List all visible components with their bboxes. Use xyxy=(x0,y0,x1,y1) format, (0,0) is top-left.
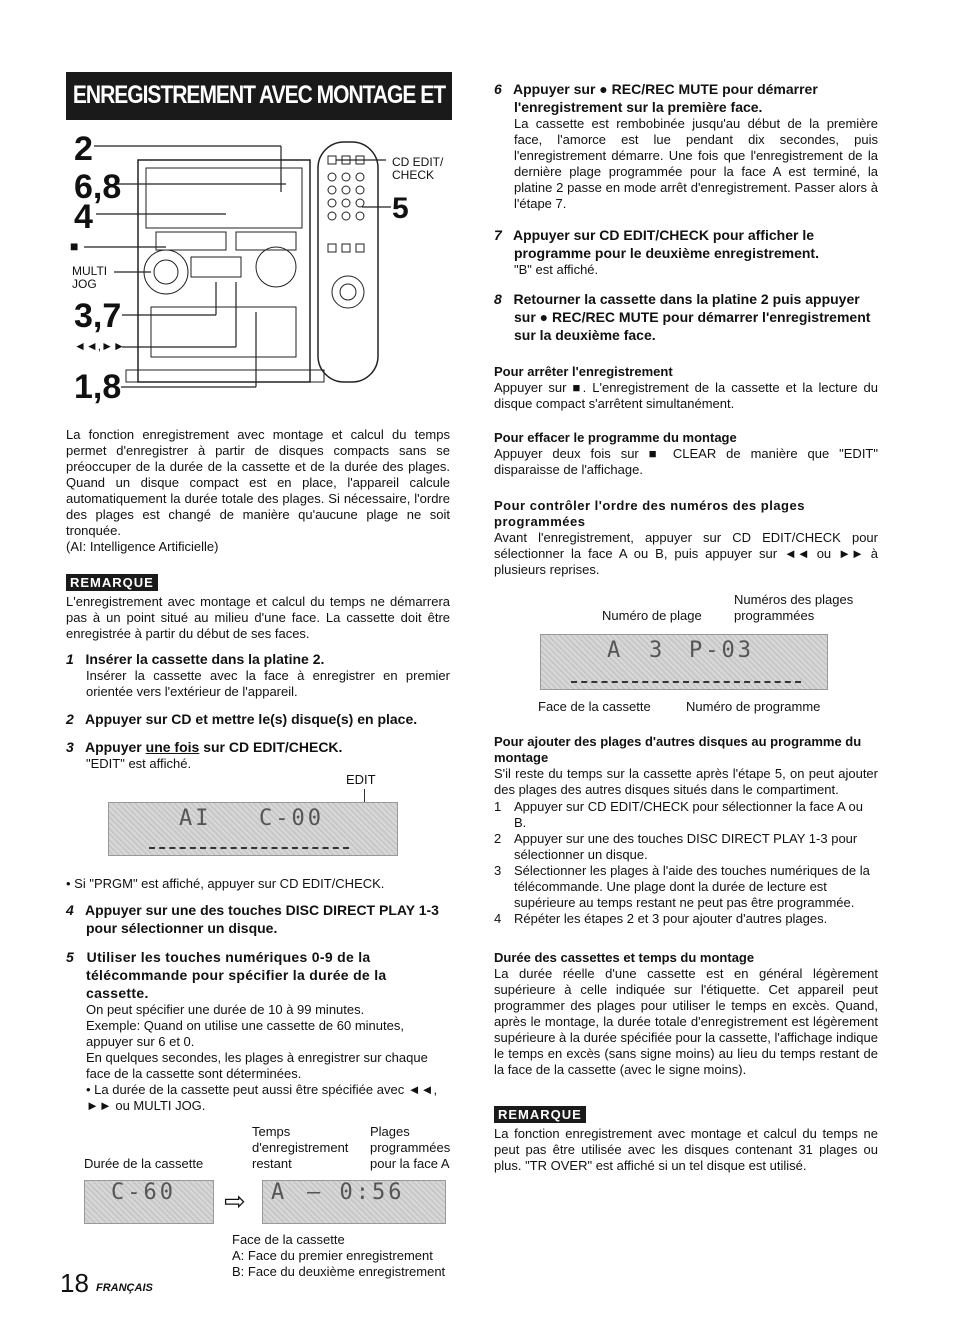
callout-4: 4 xyxy=(74,198,93,236)
callout-seek: ◄◄,►► xyxy=(74,339,125,353)
lcd-segment-a: A xyxy=(607,638,624,663)
lcd-display-edit xyxy=(108,802,398,856)
callout-5: 5 xyxy=(392,192,409,225)
label-numero-plage: Numéro de plage xyxy=(602,608,702,623)
label-face-cassette: Face de la cassette xyxy=(232,1232,345,1247)
label-plages-programmees: Plages programmées pour la face A xyxy=(370,1124,451,1171)
section-body: Appuyer deux fois sur ■ CLEAR de manière que "EDIT" disparaisse de l'affichage. xyxy=(494,446,878,477)
lcd-segment-c00: C-00 xyxy=(259,806,324,831)
section-title: Pour ajouter des plages d'autres disques au programme du montage xyxy=(494,734,862,765)
erase-section xyxy=(494,430,878,478)
list-text: Répéter les étapes 2 et 3 pour ajouter d'autres plages. xyxy=(514,911,828,926)
step-8 xyxy=(494,290,878,344)
lcd-dashes xyxy=(149,847,349,849)
step-number: 2 xyxy=(66,711,74,727)
lcd-segment-c60: C-60 xyxy=(111,1180,176,1205)
stop-symbol: ■ xyxy=(70,238,79,254)
step-1 xyxy=(66,650,450,700)
list-item xyxy=(494,911,878,927)
lcd-display-duree xyxy=(84,1180,214,1224)
step-body: La cassette est rembobinée jusqu'au début de la première face, l'amorce est lue pendant dix secondes, puis l'enregistrement démarre. Une fois que l'enregistrement de la dernière plage programmée pour la face A est terminé, la platine 2 passe en mode arrêt d'enregistrement. Passer alors à l'étape 7. xyxy=(514,116,878,211)
section-body: Appuyer sur ■. L'enregistrement de la cassette et la lecture du disque compact s'arrêtent simultanément. xyxy=(494,380,878,411)
step-number: 6 xyxy=(494,81,502,97)
list-item xyxy=(494,863,878,911)
add-section xyxy=(494,734,878,927)
step-3-note: • Si "PRGM" est affiché, appuyer sur CD EDIT/CHECK. xyxy=(66,876,385,891)
section-body: S'il reste du temps sur la cassette après l'étape 5, on peut ajouter des plages des autres disques situés dans le compartiment. xyxy=(494,766,878,797)
list-number: 3 xyxy=(494,863,502,878)
step-6 xyxy=(494,80,878,212)
section-title: Durée des cassettes et temps du montage xyxy=(494,950,755,965)
step-number: 3 xyxy=(66,739,74,755)
section-body: Avant l'enregistrement, appuyer sur CD EDIT/CHECK pour sélectionner la face A ou B, puis appuyer sur ◄◄ ou ►► à plusieurs reprises. xyxy=(494,530,878,577)
label-numero-programme: Numéro de programme xyxy=(686,699,821,714)
list-item xyxy=(494,831,878,863)
stop-rec-section xyxy=(494,364,878,412)
lcd-dashes xyxy=(571,681,801,683)
callout-6-8: 6,8 xyxy=(74,168,122,206)
page-number: 18 xyxy=(60,1268,89,1298)
step-title-underlined: une fois xyxy=(145,739,200,755)
remarque-1 xyxy=(66,574,450,642)
list-number: 4 xyxy=(494,911,502,926)
arrow-icon: ⇨ xyxy=(224,1186,246,1216)
step-4 xyxy=(66,901,450,937)
add-steps-list xyxy=(494,799,878,927)
list-number: 1 xyxy=(494,799,502,814)
lcd-segment-time: — 0:56 xyxy=(307,1180,405,1205)
section-title: Pour contrôler l'ordre des numéros des plages programmées xyxy=(494,498,805,529)
step-body-1: On peut spécifier une durée de 10 à 99 minutes. xyxy=(86,1002,365,1017)
callout-1-8: 1,8 xyxy=(74,368,122,406)
list-text: Appuyer sur CD EDIT/CHECK pour sélectionner la face A ou B. xyxy=(514,799,863,830)
callout-cd-edit: CD EDIT/ CHECK xyxy=(392,155,444,182)
lcd-segment-p03: P-03 xyxy=(689,638,754,663)
section-title: Pour arrêter l'enregistrement xyxy=(494,364,673,379)
callout-3-7: 3,7 xyxy=(74,297,122,335)
step-7 xyxy=(494,226,878,278)
step-title-part: Appuyer xyxy=(84,739,146,755)
step-number: 1 xyxy=(66,651,74,667)
step-title-part: sur CD EDIT/CHECK. xyxy=(199,739,343,755)
step-3 xyxy=(66,738,450,772)
intro-text: La fonction enregistrement avec montage et calcul du temps permet d'enregistrer à partir de disques compacts sans se préoccuper de la durée de la cassette et de la durée des plages. Quand un disque compact est en place, l'appareil calcule automatiquement la durée totale des plages. Si nécessaire, l'ordre des plages est changé de manière qu'aucune plage ne soit tronquée. xyxy=(66,427,450,538)
step-2 xyxy=(66,710,450,728)
step-body: "EDIT" est affiché. xyxy=(86,756,192,771)
step-body-4: • La durée de la cassette peut aussi être spécifiée avec ◄◄, ►► ou MULTI JOG. xyxy=(86,1082,438,1113)
lcd-display-temps xyxy=(262,1180,446,1224)
remarque-text: L'enregistrement avec montage et calcul du temps ne démarrera pas à un point situé au milieu d'une face. La cassette doit être enregistrée à partir du début de ses faces. xyxy=(66,594,450,641)
duree-section xyxy=(494,950,878,1078)
callout-2: 2 xyxy=(74,130,93,168)
page-banner: ENREGISTREMENT AVEC MONTAGE ET CALCUL DU TEMPS xyxy=(66,72,452,120)
step-title: Retourner la cassette dans la platine 2 puis appuyer sur ● REC/REC MUTE pour démarrer l'enregistrement sur la deuxième face. xyxy=(513,291,871,343)
device-illustration xyxy=(66,130,466,406)
step-title: Utiliser les touches numériques 0-9 de la télécommande pour spécifier la durée de la cassette. xyxy=(86,949,387,1001)
step-body: Insérer la cassette avec la face à enregistrer en premier orientée vers l'extérieur de l'appareil. xyxy=(86,668,450,699)
remarque-badge: REMARQUE xyxy=(66,574,158,591)
lcd-segment-ai: AI xyxy=(179,806,212,831)
step-title: Appuyer sur CD EDIT/CHECK pour afficher le programme pour le deuxième enregistrement. xyxy=(512,227,819,261)
list-number: 2 xyxy=(494,831,502,846)
step-number: 7 xyxy=(494,227,502,243)
step-body: "B" est affiché. xyxy=(514,262,599,277)
label-face-b: B: Face du deuxième enregistrement xyxy=(232,1264,446,1279)
check-section xyxy=(494,498,878,578)
step-5 xyxy=(66,948,450,1114)
label-face-a: A: Face du premier enregistrement xyxy=(232,1248,433,1263)
list-text: Appuyer sur une des touches DISC DIRECT PLAY 1-3 pour sélectionner un disque. xyxy=(514,831,858,862)
step-title: Appuyer sur CD et mettre le(s) disque(s) en place. xyxy=(84,711,418,727)
remarque-text: La fonction enregistrement avec montage et calcul du temps ne peut pas être utilisée avec les disques contenant 31 plages ou plus. "TR OVER" est affiché si un tel disque est utilisé. xyxy=(494,1126,878,1173)
intro-ai-note: (AI: Intelligence Artificielle) xyxy=(66,539,219,554)
step-number: 8 xyxy=(494,291,502,307)
section-body: La durée réelle d'une cassette est en général légèrement supérieure à celle indiquée sur l'étiquette. Cet appareil peut programmer des plages pour utiliser le temps en excès. Quand, après le montage, la durée totale d'enregistrement est légèrement supérieure à la durée spécifiée pour la cassette, l'affichage indique le temps en excès (sans signe moins) au lieu du temps restant de la face de la cassette (avec le signe moins). xyxy=(494,966,878,1077)
label-duree-cassette: Durée de la cassette xyxy=(84,1156,204,1171)
lcd-segment-a: A xyxy=(271,1180,288,1205)
list-text: Sélectionner les plages à l'aide des touches numériques de la télécommande. Une plage dont la durée de lecture est supérieure au temps restant ne peut pas être programmée. xyxy=(514,863,870,910)
step-number: 4 xyxy=(66,902,74,918)
page-language: FRANÇAIS xyxy=(96,1282,153,1294)
step-number: 5 xyxy=(66,949,75,965)
edit-label: EDIT xyxy=(346,772,376,787)
label-face-cassette: Face de la cassette xyxy=(538,699,651,714)
step-title: Appuyer sur une des touches DISC DIRECT PLAY 1-3 pour sélectionner un disque. xyxy=(84,902,439,936)
label-numeros-programmees: Numéros des plages programmées xyxy=(734,592,854,623)
list-item xyxy=(494,799,878,831)
step-title: Insérer la cassette dans la platine 2. xyxy=(85,651,325,667)
lcd-segment-3: 3 xyxy=(649,638,666,663)
intro-section xyxy=(66,427,450,555)
step-body-3: En quelques secondes, les plages à enregistrer sur chaque face de la cassette sont déterminées. xyxy=(86,1050,428,1081)
step-title: Appuyer sur ● REC/REC MUTE pour démarrer l'enregistrement sur la première face. xyxy=(512,81,818,115)
step-body-2: Exemple: Quand on utilise une cassette de 60 minutes, appuyer sur 6 et 0. xyxy=(86,1018,404,1049)
remarque-2 xyxy=(494,1106,878,1174)
lcd-display-check xyxy=(540,634,828,690)
remarque-badge: REMARQUE xyxy=(494,1106,586,1123)
section-title: Pour effacer le programme du montage xyxy=(494,430,737,445)
label-temps-restant: Temps d'enregistrement restant xyxy=(252,1124,349,1171)
callout-multi-jog: MULTI JOG xyxy=(72,264,108,291)
